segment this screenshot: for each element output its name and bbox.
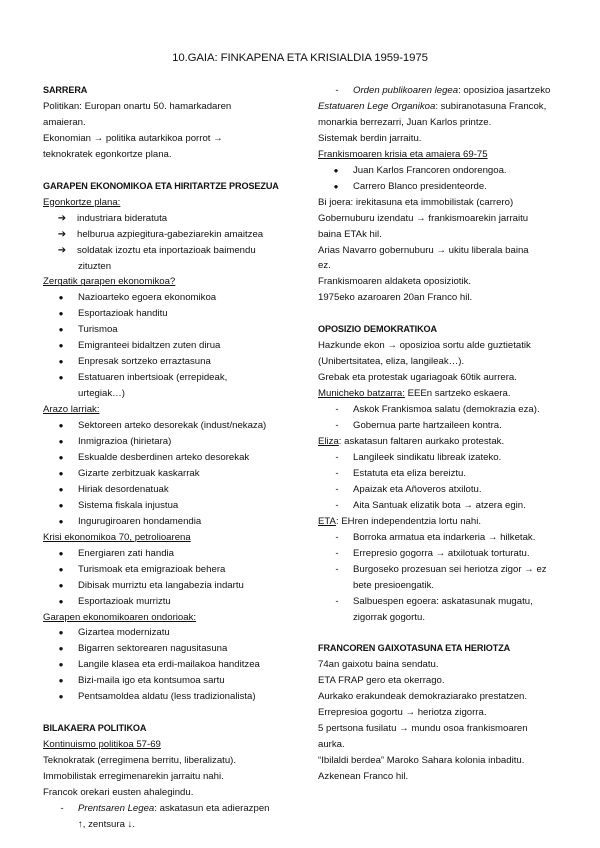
text-line: Aurkako erakundeak demokraziarako prestatzen. — [318, 691, 528, 703]
dash-list-item — [318, 594, 563, 610]
dash-marker: - — [335, 85, 339, 96]
list-item-text: Sektoreen arteko desorekak (indust/nekaza) — [78, 420, 267, 432]
arrow-list-item — [43, 243, 288, 259]
section-heading: GARAPEN EKONOMIKOA ETA HIRITARTZE PROSEZUA — [43, 180, 279, 191]
text-line: Politikan: Europan onartu 50. hamarkadaren — [43, 100, 232, 112]
dash-marker: - — [335, 563, 339, 575]
subheading: Garapen ekonomikoaren ondorioak: — [43, 611, 197, 623]
labeled-line — [318, 434, 563, 450]
list-item-text: Nazioarteko egoera ekonomikoa — [78, 292, 217, 304]
bullet-list-item — [43, 641, 288, 657]
dash-list-item — [318, 562, 563, 578]
dash-list-item — [318, 450, 563, 466]
text-line: 1975eko azaroaren 20an Franco hil. — [318, 292, 473, 304]
text-line: Azkenean Franco hil. — [318, 771, 409, 783]
section-gap — [318, 625, 563, 641]
law-line — [318, 99, 563, 115]
text-line: Ekonomian → politika autarkikoa porrot → — [43, 132, 223, 144]
section-gap — [43, 705, 288, 721]
bullet-list-item — [43, 689, 288, 705]
arrow-list-item — [43, 227, 288, 243]
bullet-list-item — [43, 290, 288, 306]
bullet-marker: ● — [58, 309, 64, 319]
list-item-text: Dibisak murriztu eta langabezia indartu — [78, 579, 244, 591]
list-item-text: Esportazioak handitu — [78, 308, 168, 320]
bullet-list-item — [43, 562, 288, 578]
list-item-text: Estatuta eta eliza bereiztu. — [353, 467, 467, 479]
dash-marker: - — [335, 547, 339, 559]
list-item-text: Emigranteei bidaltzen zuten dirua — [78, 340, 221, 352]
dash-list-item — [318, 530, 563, 546]
bullet-marker: ● — [58, 452, 64, 462]
bullet-marker: ● — [58, 644, 64, 654]
section-gap — [318, 306, 563, 322]
text-line: monarkia berrezarri, Juan Karlos printze. — [318, 116, 492, 128]
list-item-text: Turismoak eta emigrazioak behera — [78, 563, 226, 575]
list-item-text: Ingurugiroaren hondamendia — [78, 515, 202, 527]
text-line: Hazkunde ekon → oposizioa sortu alde guztietatik — [318, 340, 531, 352]
bullet-marker: ● — [58, 580, 64, 590]
bullet-list-item — [43, 354, 288, 370]
law-name: Orden publikoaren legea — [353, 85, 459, 96]
list-item-text: Enpresak sortzeko erraztasuna — [78, 356, 211, 368]
line-label: Eliza — [318, 436, 339, 448]
bullet-marker: ● — [58, 500, 64, 510]
document-title: 10.GAIA: FINKAPENA ETA KRISIALDIA 1959-1975 — [172, 52, 428, 64]
dash-marker: - — [335, 420, 339, 432]
dash-marker: - — [335, 531, 339, 543]
labeled-line — [318, 386, 563, 402]
bullet-marker: ● — [58, 628, 64, 638]
text-line: Arias Navarro gobernuburu → ukitu liberala baina — [318, 244, 529, 256]
dash-list-item — [318, 498, 563, 514]
list-item-text: Eskualde desberdinen arteko desorekak — [78, 451, 250, 463]
text-line: Grebak eta protestak ugariagoak 60tik aurrera. — [318, 372, 517, 384]
list-item-text: Estatuaren inbertsioak (errepideak, — [78, 372, 228, 384]
bullet-list-item — [43, 322, 288, 338]
dash-marker: - — [335, 467, 339, 479]
text-line: ETA FRAP gero eta okerrago. — [318, 675, 445, 687]
line-label: ETA — [318, 515, 336, 527]
dash-list-item — [318, 482, 563, 498]
bullet-list-item — [43, 514, 288, 530]
text-line: Gobernuburu izendatu → frankismoarekin jarraitu — [318, 212, 529, 224]
bullet-marker: ● — [58, 373, 64, 383]
subheading: Krisi ekonomikoa 70, petrolioarena — [43, 531, 191, 543]
subheading: Frankismoaren krisia eta amaiera 69-75 — [318, 148, 488, 160]
bullet-marker: ● — [333, 181, 339, 191]
law-list-item — [318, 83, 563, 99]
bullet-marker: ● — [58, 676, 64, 686]
bullet-marker: ● — [58, 596, 64, 606]
dash-marker: - — [335, 595, 339, 607]
section-gap — [43, 163, 288, 179]
list-item-text: industriara bideratuta — [77, 212, 168, 224]
bullet-list-item — [318, 163, 563, 179]
bullet-list-item — [43, 482, 288, 498]
section-heading: OPOSIZIO DEMOKRATIKOA — [318, 324, 437, 335]
bullet-marker: ● — [58, 484, 64, 494]
dash-marker: - — [335, 404, 339, 416]
list-item-text: Bizi-maila igo eta kontsumoa sartu — [78, 675, 225, 687]
list-item-text: Esportazioak murriztu — [78, 595, 171, 607]
continuation-line: ↑, zentsura ↓. — [78, 818, 136, 830]
text-line: ez. — [318, 260, 331, 272]
dash-list-item — [318, 466, 563, 482]
list-item-text: Sistema fiskala injustua — [78, 499, 179, 511]
text-line: (Unibertsitatea, eliza, langileak…). — [318, 356, 465, 368]
list-item-text: Salbuespen egoera: askatasunak mugatu, — [353, 595, 533, 607]
subheading: Zergatik garapen ekonomikoa? — [43, 276, 176, 288]
right-column — [318, 83, 563, 785]
text-line: 74an gaixotu baina sendatu. — [318, 659, 439, 671]
list-item-text: Bigarren sektorearen nagusitasuna — [78, 643, 228, 655]
section-heading: FRANCOREN GAIXOTASUNA ETA HERIOTZA — [318, 643, 511, 654]
continuation-line: zigorrak gogortu. — [353, 611, 425, 623]
list-item-text: Juan Karlos Francoren ondorengoa. — [353, 164, 507, 176]
continuation-line: urtegiak…) — [78, 388, 125, 400]
dash-marker: - — [60, 802, 64, 814]
list-item-text: Carrero Blanco presidenteorde. — [353, 180, 487, 192]
list-item-text: Burgoseko prozesuan sei heriotza zigor → ez — [353, 563, 547, 575]
section-heading: SARRERA — [43, 85, 88, 95]
law-description: : subiranotasuna Francok, — [435, 100, 547, 112]
bullet-list-item — [43, 657, 288, 673]
line-label: Municheko batzarra: — [318, 388, 405, 400]
list-item-text: Askok Frankismoa salatu (demokrazia eza). — [353, 404, 540, 416]
line-text: : askatasun faltaren aurkako protestak. — [338, 436, 505, 448]
law-name: Prentsaren Legea — [78, 802, 155, 814]
subheading: Arazo larriak: — [43, 404, 100, 416]
bullet-list-item — [43, 450, 288, 466]
bullet-marker: ● — [58, 293, 64, 303]
dash-marker: - — [335, 483, 339, 495]
bullet-list-item — [43, 338, 288, 354]
list-item-text: Gobernua parte hartzaileen kontra. — [353, 420, 502, 432]
bullet-marker: ● — [58, 692, 64, 702]
line-text: EEEn sartzeko eskaera. — [404, 388, 511, 400]
text-line: amaieran. — [43, 116, 86, 128]
law-name: Estatuaren Lege Organikoa — [318, 100, 436, 112]
dash-marker: - — [335, 451, 339, 463]
text-line: Teknokratak (erregimena berritu, liberalizatu). — [43, 755, 237, 767]
bullet-marker: ● — [58, 325, 64, 335]
line-text: : EHren independentzia lortu nahi. — [335, 515, 482, 527]
bullet-marker: ● — [58, 516, 64, 526]
dash-list-item — [318, 546, 563, 562]
bullet-list-item — [43, 625, 288, 641]
list-item-text: Langileek sindikatu libreak izateko. — [353, 451, 502, 463]
text-line: Errepresioa gogortu → heriotza zigorra. — [318, 707, 487, 719]
section-heading: BILAKAERA POLITIKOA — [43, 723, 147, 734]
bullet-marker: ● — [58, 341, 64, 351]
list-item-text: Hiriak desordenatuak — [78, 483, 169, 495]
bullet-list-item — [43, 673, 288, 689]
list-item-text: soldatak izoztu eta inportazioak baimendu — [77, 244, 256, 256]
list-item-text: Gizarte zerbitzuak kaskarrak — [78, 467, 200, 479]
bullet-marker: ● — [58, 468, 64, 478]
arrow-list-item — [43, 211, 288, 227]
law-description: : oposizioa jasartzeko — [458, 85, 551, 96]
arrow-marker: ➔ — [57, 228, 67, 240]
text-line: teknokratek egonkortze plana. — [43, 148, 172, 160]
text-line: Immobilistak erregimenarekin jarraitu nahi. — [43, 771, 224, 783]
list-item-text: Gizartea modernizatu — [78, 627, 170, 639]
text-line: Francok orekari eusten ahalegindu. — [43, 787, 194, 799]
list-item-text: Energiaren zati handia — [78, 547, 175, 559]
bullet-list-item — [43, 418, 288, 434]
law-description: : askatasun eta adierazpen — [154, 802, 270, 814]
text-line: aurka. — [318, 739, 345, 751]
list-item-text: Inmigrazioa (hirietara) — [78, 436, 172, 448]
arrow-marker: ➔ — [57, 244, 67, 256]
list-item-text: Errepresio gogorra → atxilotuak torturatu. — [353, 547, 530, 559]
bullet-list-item — [43, 306, 288, 322]
continuation-line: zituzten — [78, 260, 112, 272]
subheading: Kontinuismo politikoa 57-69 — [43, 739, 161, 751]
bullet-marker: ● — [58, 357, 64, 367]
dash-list-item — [318, 402, 563, 418]
subheading: Egonkortze plana: — [43, 196, 121, 208]
bullet-list-item — [43, 466, 288, 482]
list-item-text: helburua azpiegitura-gabeziarekin amaitzea — [77, 228, 264, 240]
list-item-text: Borroka armatua eta indarkeria → hilketak. — [353, 531, 536, 543]
continuation-line: bete presioengatik. — [353, 579, 435, 591]
dash-marker: - — [335, 499, 339, 511]
list-item-text: Turismoa — [78, 324, 118, 336]
law-list-item — [43, 801, 288, 817]
bullet-list-item — [43, 498, 288, 514]
list-item-text: Langile klasea eta erdi-mailakoa handitzea — [78, 659, 260, 671]
bullet-list-item — [43, 578, 288, 594]
labeled-line — [318, 514, 563, 530]
bullet-marker: ● — [58, 437, 64, 447]
text-line: Sistemak berdin jarraitu. — [318, 132, 422, 144]
bullet-list-item — [43, 594, 288, 610]
bullet-marker: ● — [333, 165, 339, 175]
text-line: Frankismoaren aldaketa oposiziotik. — [318, 276, 472, 288]
bullet-marker: ● — [58, 660, 64, 670]
bullet-marker: ● — [58, 564, 64, 574]
text-line: baina ETAk hil. — [318, 228, 382, 240]
bullet-list-item — [43, 370, 288, 386]
text-line: 5 pertsona fusilatu → mundu osoa frankismoaren — [318, 723, 528, 735]
arrow-marker: ➔ — [57, 212, 67, 224]
bullet-marker: ● — [58, 548, 64, 558]
text-line: Bi joera: irekitasuna eta immobilistak (carrero) — [318, 196, 514, 208]
list-item-text: Aita Santuak elizatik bota → atzera egin. — [353, 499, 526, 511]
bullet-list-item — [43, 434, 288, 450]
list-item-text: Pentsamoldea aldatu (less tradizionalista) — [78, 691, 256, 703]
text-line: “Ibilaldi berdea” Maroko Sahara kolonia inbaditu. — [318, 755, 525, 767]
bullet-list-item — [318, 179, 563, 195]
bullet-list-item — [43, 546, 288, 562]
dash-list-item — [318, 418, 563, 434]
bullet-marker: ● — [58, 421, 64, 431]
list-item-text: Apaizak eta Añoveros atxilotu. — [353, 483, 482, 495]
left-column — [43, 83, 288, 833]
